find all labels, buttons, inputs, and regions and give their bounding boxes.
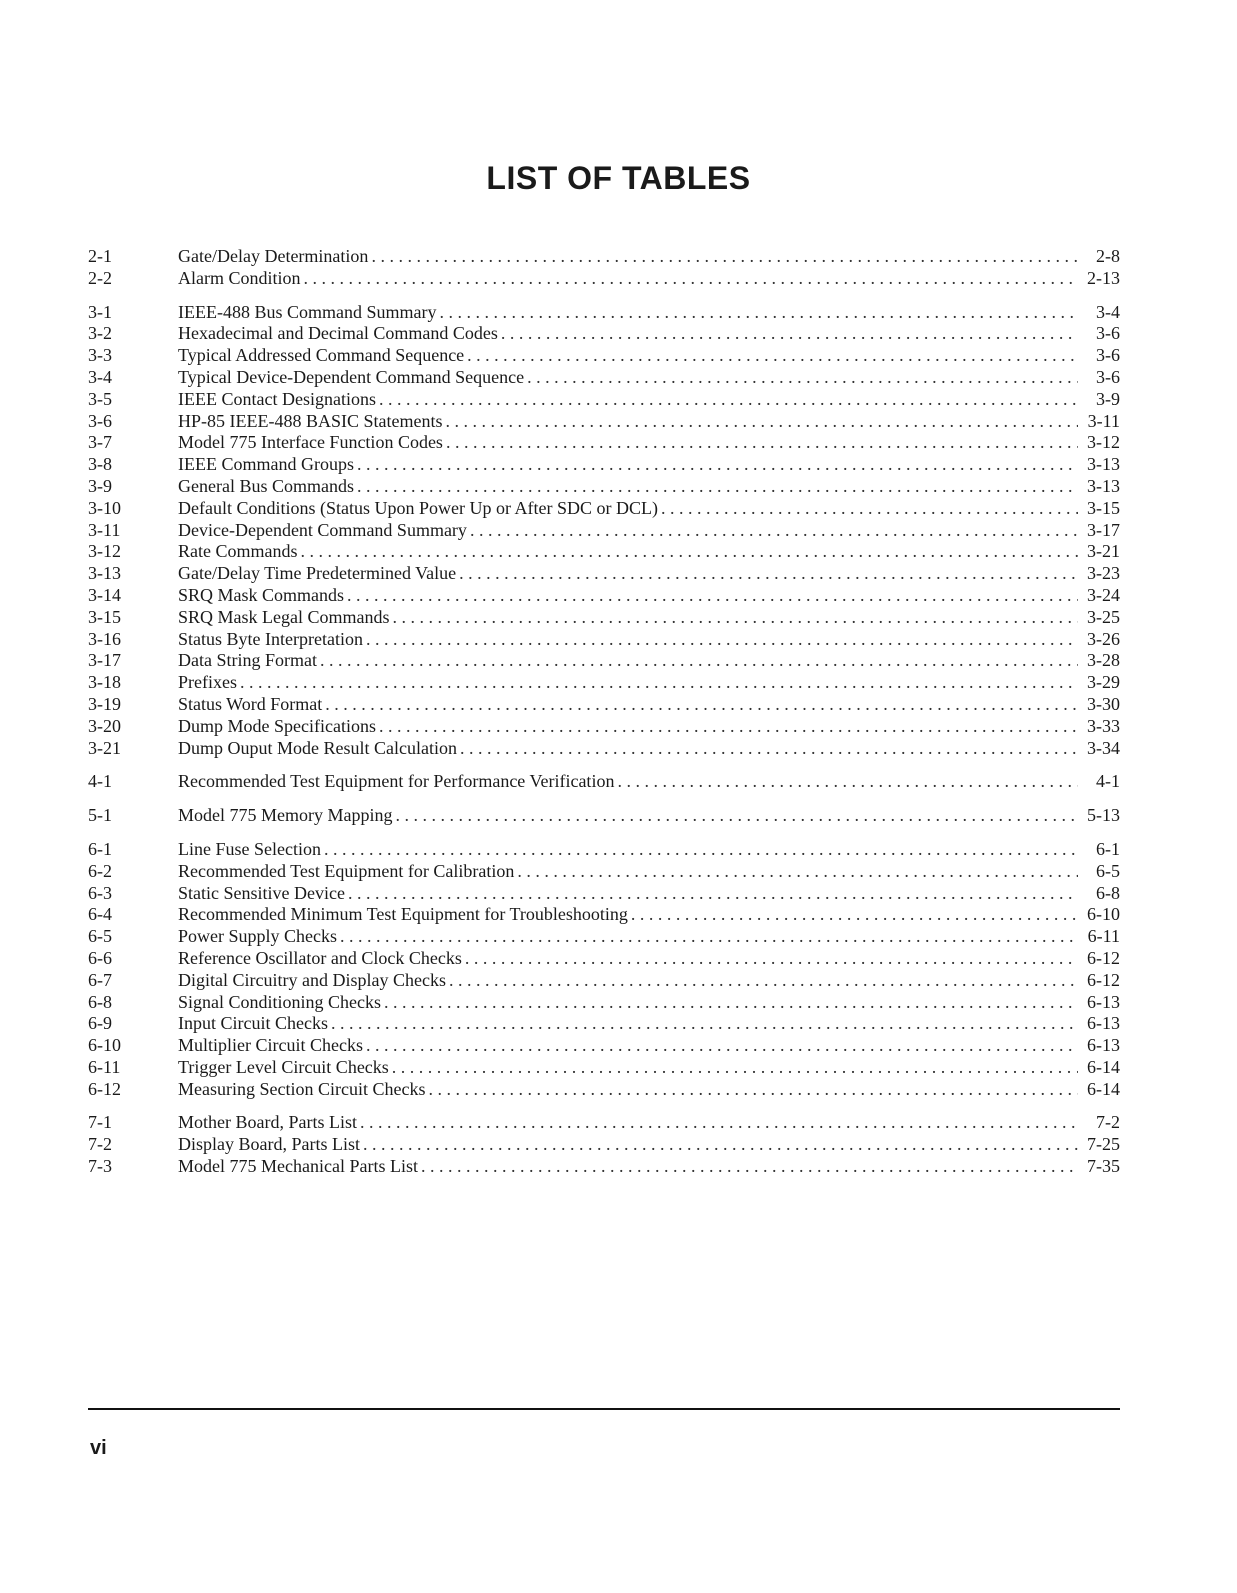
dot-leader bbox=[366, 1035, 1078, 1057]
table-entry[interactable] bbox=[88, 771, 1120, 793]
dot-leader bbox=[360, 1112, 1078, 1134]
table-number: 3-12 bbox=[88, 541, 121, 562]
page-reference: 5-13 bbox=[1087, 805, 1120, 826]
table-number: 3-9 bbox=[88, 475, 112, 496]
table-entry[interactable] bbox=[88, 476, 1120, 498]
page-reference: 2-13 bbox=[1087, 267, 1120, 288]
dot-leader bbox=[459, 563, 1078, 585]
table-entry[interactable] bbox=[88, 1156, 1120, 1178]
table-entry[interactable] bbox=[88, 541, 1120, 563]
table-entry[interactable] bbox=[88, 738, 1120, 760]
dot-leader bbox=[357, 476, 1078, 498]
table-entry[interactable] bbox=[88, 1112, 1120, 1134]
table-entry[interactable] bbox=[88, 1013, 1120, 1035]
dot-leader bbox=[304, 268, 1079, 290]
table-number: 3-16 bbox=[88, 628, 121, 649]
dot-leader bbox=[320, 650, 1078, 672]
table-title: Alarm Condition bbox=[178, 267, 301, 288]
page-reference: 3-34 bbox=[1087, 737, 1120, 758]
table-number: 3-5 bbox=[88, 388, 112, 409]
table-number: 3-20 bbox=[88, 715, 121, 736]
dot-leader bbox=[631, 904, 1078, 926]
table-entry[interactable] bbox=[88, 948, 1120, 970]
table-entry[interactable] bbox=[88, 246, 1120, 268]
table-entry[interactable] bbox=[88, 389, 1120, 411]
page-reference: 3-12 bbox=[1087, 432, 1120, 453]
table-number: 2-2 bbox=[88, 267, 112, 288]
table-group bbox=[88, 1112, 1120, 1177]
dot-leader bbox=[379, 716, 1078, 738]
table-entry[interactable] bbox=[88, 1079, 1120, 1101]
table-number: 3-3 bbox=[88, 345, 112, 366]
table-number: 3-8 bbox=[88, 454, 112, 475]
page-reference: 6-1 bbox=[1096, 838, 1120, 859]
page-reference: 3-4 bbox=[1096, 301, 1120, 322]
page-reference: 3-13 bbox=[1087, 454, 1120, 475]
table-title: Recommended Test Equipment for Performance Verification bbox=[178, 771, 615, 792]
footer-rule bbox=[88, 1408, 1120, 1410]
page-reference: 3-6 bbox=[1096, 366, 1120, 387]
table-number: 4-1 bbox=[88, 771, 112, 792]
page-reference: 3-26 bbox=[1087, 628, 1120, 649]
table-title: Dump Mode Specifications bbox=[178, 715, 376, 736]
table-number: 6-11 bbox=[88, 1056, 121, 1077]
table-title: HP-85 IEEE-488 BASIC Statements bbox=[178, 410, 443, 431]
table-number: 3-6 bbox=[88, 410, 112, 431]
dot-leader bbox=[331, 1013, 1078, 1035]
page-reference: 3-13 bbox=[1087, 475, 1120, 496]
table-entry[interactable] bbox=[88, 1134, 1120, 1156]
table-entry[interactable] bbox=[88, 694, 1120, 716]
table-number: 3-11 bbox=[88, 519, 121, 540]
table-number: 6-12 bbox=[88, 1078, 121, 1099]
table-title: Signal Conditioning Checks bbox=[178, 991, 382, 1012]
table-title: IEEE Contact Designations bbox=[178, 388, 376, 409]
table-entry[interactable] bbox=[88, 629, 1120, 651]
table-number: 3-4 bbox=[88, 366, 112, 387]
table-number: 3-2 bbox=[88, 323, 112, 344]
table-title: Power Supply Checks bbox=[178, 926, 337, 947]
dot-leader bbox=[395, 805, 1078, 827]
page-reference: 3-6 bbox=[1096, 323, 1120, 344]
table-entry[interactable] bbox=[88, 585, 1120, 607]
page-reference: 3-6 bbox=[1096, 345, 1120, 366]
page-reference: 7-35 bbox=[1087, 1156, 1120, 1177]
table-number: 3-17 bbox=[88, 650, 121, 671]
table-title: Device-Dependent Command Summary bbox=[178, 519, 467, 540]
table-entry[interactable] bbox=[88, 970, 1120, 992]
table-title: SRQ Mask Commands bbox=[178, 584, 345, 605]
table-number: 6-2 bbox=[88, 860, 112, 881]
dot-leader bbox=[467, 345, 1078, 367]
table-group bbox=[88, 302, 1120, 760]
page-title: LIST OF TABLES bbox=[486, 160, 751, 196]
table-number: 6-10 bbox=[88, 1035, 121, 1056]
table-number: 3-18 bbox=[88, 672, 121, 693]
table-entry[interactable] bbox=[88, 861, 1120, 883]
table-title: Model 775 Memory Mapping bbox=[178, 805, 393, 826]
table-entry[interactable] bbox=[88, 1035, 1120, 1057]
table-entry[interactable] bbox=[88, 883, 1120, 905]
table-title: Typical Addressed Command Sequence bbox=[178, 345, 465, 366]
page-reference: 7-2 bbox=[1096, 1112, 1120, 1133]
table-number: 3-14 bbox=[88, 584, 121, 605]
table-title: SRQ Mask Legal Commands bbox=[178, 606, 390, 627]
footer-page-number: vi bbox=[90, 1437, 107, 1459]
table-title: Data String Format bbox=[178, 650, 317, 671]
dot-leader bbox=[301, 541, 1079, 563]
dot-leader bbox=[527, 367, 1078, 389]
table-title: Default Conditions (Status Upon Power Up or After SDC or DCL) bbox=[178, 497, 658, 518]
page-reference: 6-12 bbox=[1087, 947, 1120, 968]
page-reference: 6-12 bbox=[1087, 969, 1120, 990]
page-reference: 2-8 bbox=[1096, 246, 1120, 266]
table-number: 2-1 bbox=[88, 246, 112, 266]
table-number: 6-4 bbox=[88, 904, 112, 925]
table-title: Measuring Section Circuit Checks bbox=[178, 1078, 426, 1099]
table-entry[interactable] bbox=[88, 716, 1120, 738]
table-title: Digital Circuitry and Display Checks bbox=[178, 969, 446, 990]
table-title: Static Sensitive Device bbox=[178, 882, 345, 903]
page-reference: 6-13 bbox=[1087, 1035, 1120, 1056]
table-title: General Bus Commands bbox=[178, 475, 354, 496]
dot-leader bbox=[384, 992, 1078, 1014]
dot-leader bbox=[348, 883, 1078, 905]
table-entry[interactable] bbox=[88, 805, 1120, 827]
page-reference: 3-33 bbox=[1087, 715, 1120, 736]
dot-leader bbox=[340, 926, 1078, 948]
table-title: Typical Device-Dependent Command Sequence bbox=[178, 366, 525, 387]
table-entry[interactable] bbox=[88, 411, 1120, 433]
table-title: Hexadecimal and Decimal Command Codes bbox=[178, 323, 498, 344]
table-number: 3-7 bbox=[88, 432, 112, 453]
dot-leader bbox=[357, 454, 1078, 476]
table-group bbox=[88, 805, 1120, 827]
dot-leader bbox=[240, 672, 1078, 694]
table-entry[interactable] bbox=[88, 607, 1120, 629]
page-reference: 6-13 bbox=[1087, 991, 1120, 1012]
table-number: 3-1 bbox=[88, 301, 112, 322]
table-entry[interactable] bbox=[88, 926, 1120, 948]
dot-leader bbox=[439, 302, 1078, 324]
page-reference: 6-8 bbox=[1096, 882, 1120, 903]
page-reference: 3-30 bbox=[1087, 693, 1120, 714]
table-title: Display Board, Parts List bbox=[178, 1134, 360, 1155]
table-title: Line Fuse Selection bbox=[178, 838, 321, 859]
table-number: 3-19 bbox=[88, 693, 121, 714]
page-reference: 3-11 bbox=[1087, 410, 1120, 431]
table-entry[interactable] bbox=[88, 432, 1120, 454]
page-reference: 3-21 bbox=[1087, 541, 1120, 562]
table-number: 3-10 bbox=[88, 497, 121, 518]
table-number: 6-9 bbox=[88, 1013, 112, 1034]
page-reference: 6-14 bbox=[1087, 1078, 1120, 1099]
table-number: 6-3 bbox=[88, 882, 112, 903]
page-reference: 3-17 bbox=[1087, 519, 1120, 540]
page-reference: 6-10 bbox=[1087, 904, 1120, 925]
table-number: 6-6 bbox=[88, 947, 112, 968]
table-group bbox=[88, 771, 1120, 793]
table-title: Trigger Level Circuit Checks bbox=[178, 1056, 389, 1077]
table-number: 3-21 bbox=[88, 737, 121, 758]
table-entry[interactable] bbox=[88, 268, 1120, 290]
table-number: 6-5 bbox=[88, 926, 112, 947]
table-entry[interactable] bbox=[88, 323, 1120, 345]
table-entry[interactable] bbox=[88, 1057, 1120, 1079]
dot-leader bbox=[366, 629, 1078, 651]
table-title: Recommended Test Equipment for Calibration bbox=[178, 860, 515, 881]
page-reference: 6-5 bbox=[1096, 860, 1120, 881]
table-title: Dump Ouput Mode Result Calculation bbox=[178, 737, 457, 758]
table-list bbox=[88, 246, 1120, 1190]
dot-leader bbox=[501, 323, 1078, 345]
table-title: Status Byte Interpretation bbox=[178, 628, 363, 649]
table-number: 3-15 bbox=[88, 606, 121, 627]
table-number: 3-13 bbox=[88, 563, 121, 584]
table-entry[interactable] bbox=[88, 992, 1120, 1014]
dot-leader bbox=[393, 607, 1079, 629]
dot-leader bbox=[460, 738, 1078, 760]
table-entry[interactable] bbox=[88, 672, 1120, 694]
table-number: 6-8 bbox=[88, 991, 112, 1012]
table-title: Prefixes bbox=[178, 672, 237, 693]
table-entry[interactable] bbox=[88, 498, 1120, 520]
table-title: Model 775 Mechanical Parts List bbox=[178, 1156, 418, 1177]
page-reference: 3-9 bbox=[1096, 388, 1120, 409]
page-reference: 3-24 bbox=[1087, 584, 1120, 605]
table-entry[interactable] bbox=[88, 345, 1120, 367]
table-entry[interactable] bbox=[88, 839, 1120, 861]
table-number: 5-1 bbox=[88, 805, 112, 826]
table-title: Rate Commands bbox=[178, 541, 298, 562]
table-entry[interactable] bbox=[88, 454, 1120, 476]
page-reference: 3-28 bbox=[1087, 650, 1120, 671]
table-entry[interactable] bbox=[88, 563, 1120, 585]
dot-leader bbox=[446, 432, 1078, 454]
table-title: Gate/Delay Time Predetermined Value bbox=[178, 563, 457, 584]
page-reference: 6-14 bbox=[1087, 1056, 1120, 1077]
page-reference: 3-25 bbox=[1087, 606, 1120, 627]
page-reference: 6-13 bbox=[1087, 1013, 1120, 1034]
dot-leader bbox=[371, 246, 1078, 268]
dot-leader bbox=[449, 970, 1078, 992]
table-title: Input Circuit Checks bbox=[178, 1013, 328, 1034]
dot-leader bbox=[421, 1156, 1078, 1178]
table-number: 7-3 bbox=[88, 1156, 112, 1177]
dot-leader bbox=[428, 1079, 1078, 1101]
dot-leader bbox=[325, 694, 1078, 716]
table-title: Reference Oscillator and Clock Checks bbox=[178, 947, 462, 968]
dot-leader bbox=[517, 861, 1078, 883]
table-entry[interactable] bbox=[88, 367, 1120, 389]
dot-leader bbox=[379, 389, 1078, 411]
table-entry[interactable] bbox=[88, 302, 1120, 324]
table-entry[interactable] bbox=[88, 650, 1120, 672]
table-title: Recommended Minimum Test Equipment for Troubleshooting bbox=[178, 904, 628, 925]
table-group bbox=[88, 246, 1120, 290]
page-reference: 6-11 bbox=[1087, 926, 1120, 947]
table-number: 7-1 bbox=[88, 1112, 112, 1133]
dot-leader bbox=[465, 948, 1078, 970]
dot-leader bbox=[661, 498, 1078, 520]
table-title: IEEE Command Groups bbox=[178, 454, 354, 475]
table-number: 7-2 bbox=[88, 1134, 112, 1155]
page-reference: 4-1 bbox=[1096, 771, 1120, 792]
dot-leader bbox=[470, 520, 1078, 542]
page-reference: 3-29 bbox=[1087, 672, 1120, 693]
table-entry[interactable] bbox=[88, 904, 1120, 926]
page-reference: 7-25 bbox=[1087, 1134, 1120, 1155]
dot-leader bbox=[392, 1057, 1078, 1079]
table-title: Mother Board, Parts List bbox=[178, 1112, 357, 1133]
table-number: 6-7 bbox=[88, 969, 112, 990]
table-title: Multiplier Circuit Checks bbox=[178, 1035, 363, 1056]
dot-leader bbox=[347, 585, 1078, 607]
table-title: Status Word Format bbox=[178, 693, 323, 714]
dot-leader bbox=[617, 771, 1078, 793]
dot-leader bbox=[363, 1134, 1078, 1156]
table-number: 6-1 bbox=[88, 838, 112, 859]
table-entry[interactable] bbox=[88, 520, 1120, 542]
page-reference: 3-15 bbox=[1087, 497, 1120, 518]
table-title: Model 775 Interface Function Codes bbox=[178, 432, 443, 453]
dot-leader bbox=[445, 411, 1078, 433]
page-reference: 3-23 bbox=[1087, 563, 1120, 584]
table-title: IEEE-488 Bus Command Summary bbox=[178, 301, 437, 322]
table-group bbox=[88, 839, 1120, 1101]
dot-leader bbox=[324, 839, 1078, 861]
table-title: Gate/Delay Determination bbox=[178, 246, 369, 266]
